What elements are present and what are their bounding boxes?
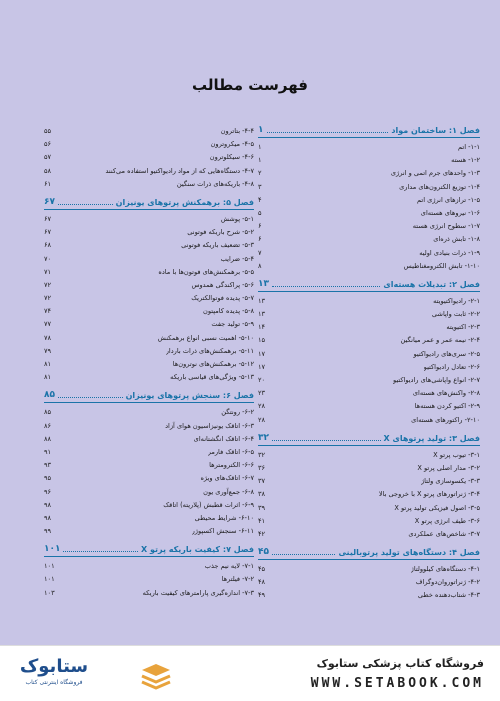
toc-entry[interactable] (258, 194, 480, 207)
leader-dots (58, 204, 113, 205)
chapter-heading[interactable] (258, 433, 480, 446)
chapter-heading[interactable] (44, 544, 254, 557)
toc-entry-page: ۷۹ (44, 346, 52, 355)
toc-entry-label: ۱-۱- اتم (458, 143, 480, 151)
toc-entry-label: ۵-۸- پدیده کامپتون (203, 307, 254, 316)
toc-entry[interactable] (258, 181, 480, 194)
toc-entry-label: ۴-۱- دستگاه‌های کیلوولتاژ (410, 565, 480, 574)
toc-entry-page: ۱ (258, 156, 262, 165)
toc-entry-page: ۹۱ (44, 447, 52, 456)
toc-entry-page: ۳ (258, 182, 262, 191)
toc-entry-label: ۴-۲- ژنراتوروان‌دوگراف (415, 578, 480, 587)
toc-section (258, 547, 480, 603)
toc-entry-page: ۹۹ (44, 527, 52, 536)
toc-entry-label: ۶-۴- اتاقک انگشتانه‌ای (193, 434, 254, 443)
toc-entry[interactable] (258, 387, 480, 400)
toc-entry[interactable] (258, 334, 480, 347)
toc-entry-label: ۲-۱۰- راکتورهای هسته‌ای (411, 415, 480, 424)
toc-entry-page: ۸۱ (44, 373, 52, 382)
toc-entry-label: ۶-۷- اتاقک‌های ویژه (200, 474, 254, 483)
toc-entry-label: ۵-۴- ضرایب (220, 254, 254, 263)
toc-entry-page: ۹۸ (44, 513, 52, 522)
toc-entry[interactable] (258, 414, 480, 427)
toc-entry[interactable] (258, 589, 480, 602)
toc-entry-page: ۴۱ (258, 516, 266, 525)
toc-entry-label: ۱-۲- هسته (451, 156, 480, 165)
toc-entry[interactable] (44, 279, 254, 292)
footer-banner (0, 645, 500, 701)
toc-entry-page: ۷۴ (44, 307, 52, 316)
leader-dots (272, 440, 381, 441)
toc-entry-label: ۲-۲- ثابت واپاشی (431, 310, 480, 319)
toc-entry-page: ۵۷ (44, 153, 52, 162)
toc-entry[interactable] (258, 207, 480, 220)
chapter-title: فصل ۷: کیفیت باریکه پرتو X (141, 545, 254, 555)
toc-entry[interactable] (44, 573, 254, 586)
toc-entry[interactable] (258, 576, 480, 589)
chapter-title: فصل ۶: سنجش پرتوهای یونیزان (125, 391, 254, 401)
toc-entry[interactable] (258, 308, 480, 321)
toc-entry-label: ۷-۳- اندازه‌گیری پارامترهای کیفیت باریکه (142, 588, 254, 597)
toc-entry-page: ۲۸ (258, 402, 266, 411)
toc-entry-label: ۴-۷- دستگاه‌هایی که از مواد رادیواکتیو استفاده می‌کنند (105, 166, 254, 175)
toc-entry[interactable] (44, 332, 254, 345)
toc-entry-page: ۵ (258, 208, 262, 217)
chapter-page-number: ۱۳ (258, 278, 269, 289)
toc-entry-label: ۱-۴- توزیع الکترون‌های مداری (399, 182, 480, 191)
toc-entry-label: ۲-۹- اکتیو کردن هسته‌ها (414, 402, 480, 411)
toc-entry-label: ۲-۱- رادیواکتیویته (433, 296, 480, 305)
leader-dots (58, 397, 123, 398)
toc-entry[interactable] (44, 138, 254, 151)
toc-entry[interactable] (44, 472, 254, 485)
toc-entry-label: ۲-۶- تعادل رادیواکتیو (423, 362, 480, 371)
toc-entry[interactable] (258, 515, 480, 528)
toc-entry-page: ۳۶ (258, 463, 266, 472)
toc-entry-page: ۲۸ (258, 415, 266, 424)
chapter-title: فصل ۴: دستگاه‌های تولید پرتوبالینی (338, 548, 480, 558)
toc-entry[interactable] (258, 400, 480, 413)
toc-section (258, 433, 480, 541)
toc-entry-label: ۲-۳- اکتیویته (446, 323, 480, 332)
toc-entry-label: ۱-۳- واحدهای جرم اتمی و انرژی (390, 169, 480, 178)
toc-entry-label: ۱-۱۰- تابش الکترومغناطیس (403, 261, 480, 270)
toc-entry[interactable] (44, 358, 254, 371)
toc-entry-page: ۱۴ (258, 323, 266, 332)
toc-entry-label: ۶-۸- جمع‌آوری یون (203, 487, 254, 496)
chapter-page-number: ۱۰۱ (44, 544, 61, 555)
toc-entry[interactable] (44, 239, 254, 252)
leader-dots (272, 286, 380, 287)
toc-entry-page: ۱۵ (258, 336, 266, 345)
toc-entry[interactable] (258, 361, 480, 374)
toc-entry-label: ۵-۲- شرح باریکه فوتونی (187, 228, 254, 237)
toc-entry-page: ۲۳ (258, 389, 266, 398)
chapter-heading[interactable] (258, 125, 480, 138)
toc-entry[interactable] (44, 345, 254, 358)
page-title: فهرست مطالب (192, 76, 308, 94)
toc-entry-page: ۸۵ (44, 408, 52, 417)
toc-entry-page: ۵۵ (44, 127, 52, 135)
toc-entry-label: ۵-۱۰- اهمیت نسبی انواع برهمکنش (157, 333, 254, 342)
toc-entry[interactable] (44, 292, 254, 305)
website-link[interactable]: WWW.SETABOOK.COM (310, 676, 484, 691)
toc-entry-page: ۱۳ (258, 310, 266, 319)
toc-right-column (258, 125, 480, 609)
toc-entry[interactable] (44, 125, 254, 138)
toc-entry-page: ۶۷ (44, 214, 52, 223)
toc-entry-page: ۸ (258, 261, 262, 270)
toc-entry[interactable] (258, 154, 480, 167)
toc-entry-label: ۵-۵- برهمکنش‌های فوتون‌ها با ماده (158, 267, 254, 276)
toc-entry[interactable] (44, 525, 254, 538)
toc-entry-label: ۱-۶- نیروهای هسته‌ای (420, 208, 480, 217)
toc-entry[interactable] (44, 318, 254, 331)
toc-entry-page: ۷۰ (44, 254, 52, 263)
toc-entry-label: ۴-۳- شتاب‌دهنده خطی (417, 591, 480, 600)
toc-section (44, 390, 254, 538)
toc-entry[interactable] (258, 488, 480, 501)
book-stack-icon (138, 656, 174, 692)
toc-section (44, 544, 254, 600)
toc-entry[interactable] (258, 295, 480, 308)
toc-entry-page: ۱۷ (258, 362, 266, 371)
toc-entry-page: ۱۰۳ (44, 588, 55, 597)
toc-entry[interactable] (258, 260, 480, 273)
toc-entry[interactable] (44, 420, 254, 433)
toc-entry-page: ۶۸ (44, 241, 52, 250)
toc-entry-label: ۴-۸- باریکه‌های ذرات سنگین (176, 179, 254, 188)
toc-entry[interactable] (44, 151, 254, 164)
toc-entry-label: ۳-۷- شاخص‌های عملکردی (408, 529, 480, 538)
toc-entry-label: ۵-۱۲- برهمکنش‌های نوترون‌ها (172, 360, 254, 368)
toc-entry-page: ۷۱ (44, 267, 52, 276)
toc-entry-label: ۲-۵- سری‌های رادیواکتیو (413, 349, 480, 358)
toc-entry-label: ۲-۴- نیمه عمر و عمر میانگین (400, 336, 480, 345)
toc-entry-page: ۲ (258, 169, 262, 178)
toc-entry-page: ۷۲ (44, 280, 52, 289)
chapter-heading[interactable] (44, 197, 254, 210)
toc-entry-page: ۴۲ (258, 529, 266, 538)
toc-entry-label: ۶-۹- اثرات قطبش (پلاریته) اتاقک (163, 500, 254, 509)
toc-entry-label: ۵-۱۱- برهمکنش‌های ذرات باردار (165, 346, 254, 355)
toc-entry-page: ۳۲ (258, 450, 266, 459)
toc-entry-label: ۵-۱- پوشش (220, 214, 254, 223)
toc-entry-label: ۴-۶- سیکلوترون (209, 153, 254, 162)
logo-tagline: فروشگاه اینترنتی کتاب (25, 679, 83, 686)
chapter-page-number: ۶۷ (44, 196, 55, 207)
toc-entry-label: ۳-۳- یکسوسازی ولتاژ (420, 477, 480, 486)
toc-section (258, 279, 480, 427)
toc-entry-label: ۴-۴- بتاترون (220, 127, 254, 135)
toc-section (258, 125, 480, 273)
toc-entry-page: ۳۷ (258, 477, 266, 486)
toc-entry-page: ۴۸ (258, 578, 266, 587)
toc-entry-label: ۵-۱۳- ویژگی‌های قیاسی باریکه (170, 373, 254, 382)
toc-entry[interactable] (258, 247, 480, 260)
toc-entry[interactable] (44, 433, 254, 446)
toc-entry-label: ۶-۱۱- سنجش اکسپوژر (191, 527, 254, 536)
toc-entry-page: ۱۰۱ (44, 575, 55, 584)
toc-entry-page: ۵۶ (44, 140, 52, 149)
toc-entry[interactable] (44, 459, 254, 472)
toc-entry[interactable] (258, 449, 480, 462)
chapter-heading[interactable] (258, 547, 480, 560)
toc-entry-page: ۱۳ (258, 296, 266, 305)
chapter-page-number: ۳۲ (258, 432, 269, 443)
toc-entry-label: ۶-۵- اتاقک فارمر (207, 447, 254, 456)
toc-entry[interactable] (44, 587, 254, 600)
toc-entry-label: ۱-۷- سطوح انرژی هسته (412, 222, 480, 231)
toc-entry[interactable] (44, 406, 254, 419)
toc-entry-label: ۶-۶- الکترومترها (209, 461, 254, 470)
toc-entry-page: ۹۶ (44, 487, 52, 496)
toc-entry-label: ۱-۵- ترازهای انرژی اتم (417, 195, 480, 204)
toc-entry-page: ۶ (258, 235, 262, 244)
toc-entry-label: ۳-۱- تیوب پرتو X (433, 450, 480, 459)
toc-entry-label: ۵-۶- پراکندگی همدوس (191, 280, 254, 289)
store-name: فروشگاه کتاب پزشکی ستابوک (316, 657, 484, 670)
leader-dots (272, 554, 335, 555)
toc-entry[interactable] (44, 512, 254, 525)
toc-entry-page: ۲۰ (258, 376, 266, 384)
setabook-logo[interactable]: ستابوک (19, 656, 89, 677)
toc-left-column (44, 125, 254, 606)
toc-entry[interactable] (44, 486, 254, 499)
toc-entry-label: ۵-۳- تضعیف باریکه فوتونی (181, 241, 254, 250)
toc-entry-page: ۴ (258, 195, 262, 204)
toc-entry-label: ۶-۱۰- شرایط محیطی (194, 513, 254, 522)
toc-entry[interactable] (44, 499, 254, 512)
chapter-page-number: ۸۵ (44, 390, 55, 401)
toc-entry-label: ۱-۹- ذرات بنیادی اولیه (419, 248, 480, 257)
toc-entry-label: ۶-۳- اتاقک یونیزاسیون هوای آزاد (165, 421, 254, 430)
toc-entry[interactable] (44, 560, 254, 573)
toc-entry-page: ۹۸ (44, 500, 52, 509)
toc-entry-page: ۷۷ (44, 320, 52, 329)
toc-entry-label: ۵-۷- پدیده فوتوالکتریک (191, 294, 254, 303)
toc-entry-page: ۱ (258, 143, 262, 151)
toc-entry-page: ۴۹ (258, 591, 266, 600)
toc-entry-label: ۷-۲- فیلترها (221, 575, 254, 584)
leader-dots (63, 551, 138, 552)
toc-entry-label: ۷-۱- لایه نیم جذب (204, 562, 254, 571)
toc-entry-page: ۳۸ (258, 490, 266, 499)
toc-entry-page: ۸۶ (44, 421, 52, 430)
toc-entry-page: ۶۱ (44, 179, 52, 188)
toc-entry[interactable] (44, 226, 254, 239)
toc-entry[interactable] (44, 371, 254, 384)
toc-entry-label: ۵-۹- تولید جفت (211, 320, 254, 329)
chapter-title: فصل ۱: ساختمان مواد (391, 126, 480, 135)
toc-entry[interactable] (44, 253, 254, 266)
toc-entry-page: ۷۸ (44, 333, 52, 342)
toc-entry[interactable] (44, 178, 254, 191)
toc-section (44, 197, 254, 384)
chapter-title: فصل ۳: تولید پرتوهای X (383, 433, 480, 443)
toc-entry[interactable] (258, 167, 480, 180)
toc-entry-label: ۱-۸- تابش ذره‌ای (433, 235, 480, 244)
toc-entry-page: ۶۷ (44, 228, 52, 237)
chapter-title: فصل ۲: تبدیلات هسته‌ای (383, 279, 480, 289)
leader-dots (267, 132, 389, 133)
toc-entry[interactable] (258, 321, 480, 334)
toc-entry[interactable] (258, 502, 480, 515)
toc-entry-label: ۳-۵- اصول فیزیکی تولید پرتو X (394, 503, 480, 512)
toc-entry-page: ۵۸ (44, 166, 52, 175)
toc-entry[interactable] (258, 220, 480, 233)
toc-entry[interactable] (258, 462, 480, 475)
toc-entry[interactable] (258, 528, 480, 541)
toc-entry-page: ۹۳ (44, 461, 52, 470)
toc-entry-page: ۷ (258, 248, 262, 257)
toc-entry-label: ۳-۶- طیف انرژی پرتو X (414, 516, 480, 525)
toc-entry[interactable] (44, 305, 254, 318)
toc-entry-page: ۱۰۱ (44, 562, 55, 571)
toc-entry[interactable] (258, 475, 480, 488)
toc-entry-label: ۲-۷- انواع واپاشی‌های رادیواکتیو (392, 376, 480, 384)
toc-entry-label: ۲-۸- واکنش‌های هسته‌ای (412, 389, 480, 398)
toc-entry[interactable] (258, 374, 480, 387)
toc-entry-page: ۸۸ (44, 434, 52, 443)
toc-entry-page: ۶ (258, 222, 262, 231)
toc-entry-page: ۳۹ (258, 503, 266, 512)
toc-entry-page: ۹۵ (44, 474, 52, 483)
toc-entry[interactable] (258, 348, 480, 361)
toc-entry-label: ۳-۲- مدار اصلی پرتو X (417, 463, 480, 472)
chapter-title: فصل ۵: برهمکنش پرتوهای یونیزان (115, 197, 254, 207)
chapter-page-number: ۱ (258, 125, 264, 135)
toc-entry-label: ۶-۲- رونتگن (221, 408, 254, 417)
chapter-page-number: ۴۵ (258, 547, 269, 558)
chapter-heading[interactable] (44, 390, 254, 403)
toc-entry-page: ۸۱ (44, 360, 52, 368)
toc-entry-label: ۳-۴- ژنراتورهای پرتو X با خروجی بالا (378, 490, 480, 499)
toc-section (44, 125, 254, 191)
toc-entry-page: ۱۷ (258, 349, 266, 358)
toc-entry[interactable] (44, 165, 254, 178)
toc-entry[interactable] (258, 233, 480, 246)
toc-entry[interactable] (44, 446, 254, 459)
toc-entry[interactable] (44, 266, 254, 279)
toc-entry-page: ۴۵ (258, 565, 266, 574)
toc-entry-label: ۴-۵- میکروترون (210, 140, 254, 149)
toc-entry[interactable] (258, 563, 480, 576)
toc-entry[interactable] (258, 141, 480, 154)
toc-entry[interactable] (44, 213, 254, 226)
chapter-heading[interactable] (258, 279, 480, 292)
toc-entry-page: ۷۲ (44, 294, 52, 303)
